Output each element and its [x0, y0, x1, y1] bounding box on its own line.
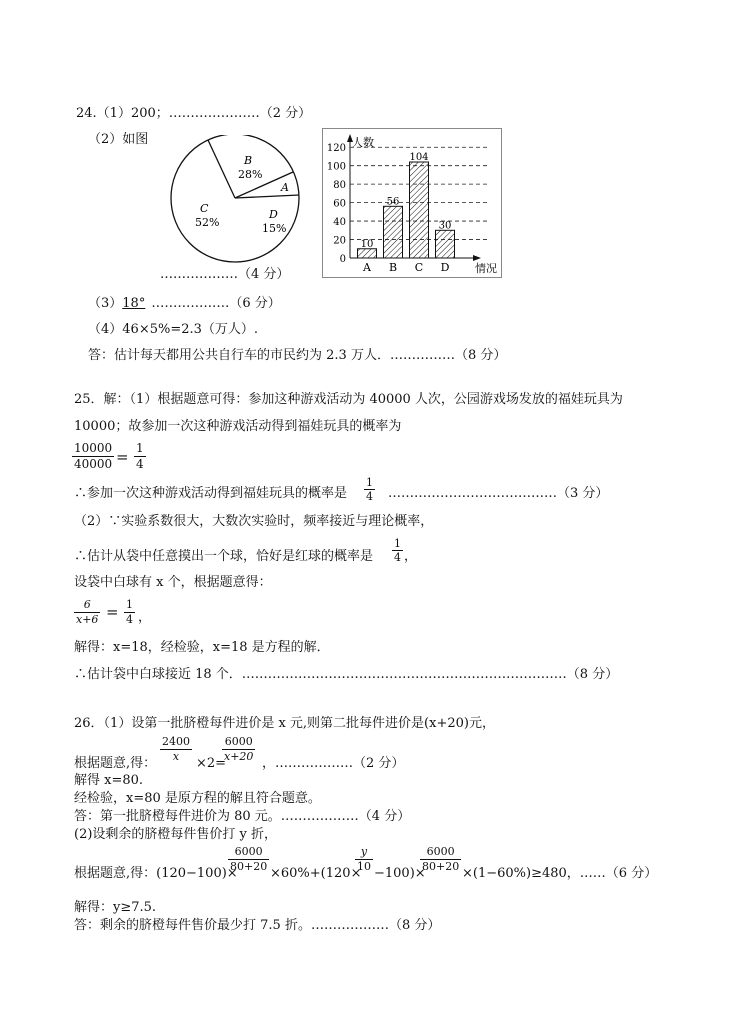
q25-line2: 10000；故参加一次这种游戏活动得到福娃玩具的概率为: [74, 419, 402, 434]
q24-line4: （4）46×5%=2.3（万人）.: [88, 322, 259, 337]
y-tick-label: 0: [339, 254, 346, 265]
q26-line2-mid: ×2=: [196, 756, 227, 771]
q25-line3-score: …………………………………（3 分）: [388, 486, 609, 501]
q26-line9: 答：剩余的脐橙每件售价最少打 7.5 折。………………（8 分）: [74, 918, 441, 933]
q25-line4: （2）∵实验系数很大，大数次实验时，频率接近与理论概率，: [74, 514, 434, 529]
bar-a: [358, 249, 377, 258]
q26-line1: 26．（1）设第一批脐橙每件进价是 x 元,则第二批每件进价是(x+20)元，: [74, 716, 495, 731]
q24-line3-answer: 18°: [122, 296, 146, 311]
q25-line1: 25．解：（1）根据题意可得：参加这种游戏活动为 40000 人次，公园游戏场发放的福娃玩具为: [74, 392, 623, 407]
q26-line4: 经检验，x=80 是原方程的解且符合题意。: [74, 791, 321, 806]
y-axis-title: 人数: [352, 136, 374, 149]
equals-sign-2: =: [106, 603, 119, 621]
y-tick-label: 120: [326, 143, 346, 155]
q24-line2: （2）如图: [88, 132, 149, 147]
fraction-10000-40000: $\frac{10000}{40000}$: [74, 441, 113, 471]
pie-chart: [165, 135, 305, 270]
fraction-1-4: $\frac{1}{4}$: [136, 441, 144, 471]
q24-line5: 答：估计每天都用公共自行车的市民约为 2.3 万人．……………（8 分）: [88, 348, 507, 363]
equals-sign: =: [116, 448, 129, 466]
bar-c: [410, 162, 429, 258]
q26-line5: 答：第一批脐橙每件进价为 80 元。………………（4 分）: [74, 809, 411, 824]
q26-line3: 解得 x=80.: [74, 773, 144, 788]
x-tick-label-b: B: [388, 261, 398, 274]
pie-label-b: B: [244, 154, 253, 167]
x-tick-label-c: C: [414, 261, 424, 274]
bar-chart: [322, 128, 502, 278]
q26-line8: 解得：y≥7.5.: [74, 900, 157, 915]
q26-line7-a: 根据题意,得：(120−100)×: [74, 866, 238, 881]
data-label-d: 30: [438, 220, 452, 232]
fraction-2400-x: $\frac{2400}{x}$: [162, 735, 190, 763]
q25-line5: ∴估计从袋中任意摸出一个球，恰好是红球的概率是: [74, 549, 374, 564]
pie-label-d-pct: 15%: [262, 222, 287, 235]
data-label-b: 56: [386, 196, 400, 208]
q26-line2-pre: 根据题意,得：: [74, 756, 157, 771]
pie-label-c-pct: 52%: [195, 216, 220, 229]
q24-line3: [88, 296, 281, 312]
y-tick-label: 80: [333, 180, 346, 192]
fraction-y-10: $\frac{y}{10}$: [357, 845, 371, 873]
x-axis-arrow: [473, 255, 481, 261]
q24-line3-score: ………………（6 分）: [151, 296, 281, 311]
bar-d: [436, 230, 455, 258]
q25-line7: 解得：x=18，经检验，x=18 是方程的解．: [74, 640, 330, 655]
q26-line7-c: −100)×: [374, 866, 426, 881]
fraction-1-4-b: $\frac{1}{4}$: [126, 598, 133, 626]
data-label-c: 104: [409, 152, 429, 163]
fraction-6000-x20: $\frac{6000}{x+20}$: [224, 735, 254, 763]
x-tick-label-a: A: [363, 261, 371, 274]
fraction-1-4-inline-2: $\frac{1}{4}$: [394, 537, 401, 564]
q25-line8: ∴估计袋中白球接近 18 个．…………………………………………………………………（8 分）: [74, 667, 619, 682]
fraction-6000-100-a: $\frac{6000}{80+20}$: [230, 845, 268, 873]
y-tick-label: 100: [326, 161, 346, 173]
q24-line1: 24.（1）200；…………………（2 分）: [76, 106, 312, 121]
q24-line3-pre: （3）: [88, 296, 123, 311]
q26-line7-b: ×60%+(120×: [270, 866, 362, 881]
bar-b: [384, 206, 403, 258]
x-axis-title: 情况: [475, 262, 497, 275]
pie-score: ………………（4 分）: [160, 267, 290, 282]
y-tick-label: 20: [333, 235, 346, 247]
q26-line2-post: ，………………（2 分）: [262, 756, 405, 771]
q25-line5-tail: ，: [404, 549, 418, 564]
q25-line3: ∴参加一次这种游戏活动得到福娃玩具的概率是: [74, 486, 348, 501]
q26-line7-d: ×(1−60%)≥480，……（6 分）: [462, 866, 658, 881]
fraction-6000-100-b: $\frac{6000}{80+20}$: [422, 845, 460, 873]
fraction-6-x6: $\frac{6}{x+6}$: [76, 598, 99, 626]
q25-line6: 设袋中白球有 x 个，根据题意得：: [74, 575, 272, 590]
fraction-tail: ，: [138, 610, 152, 625]
pie-label-a: A: [281, 181, 289, 194]
data-label-a: 10: [360, 238, 374, 250]
y-tick-label: 40: [333, 217, 346, 229]
q26-line6: (2)设剩余的脐橙每件售价打 y 折，: [74, 827, 278, 842]
pie-label-d: D: [269, 208, 278, 221]
pie-label-b-pct: 28%: [238, 168, 263, 181]
x-tick-label-d: D: [440, 261, 450, 274]
y-tick-label: 60: [333, 198, 346, 210]
fraction-1-4-inline: $\frac{1}{4}$: [366, 476, 373, 503]
pie-label-c: C: [200, 202, 209, 215]
